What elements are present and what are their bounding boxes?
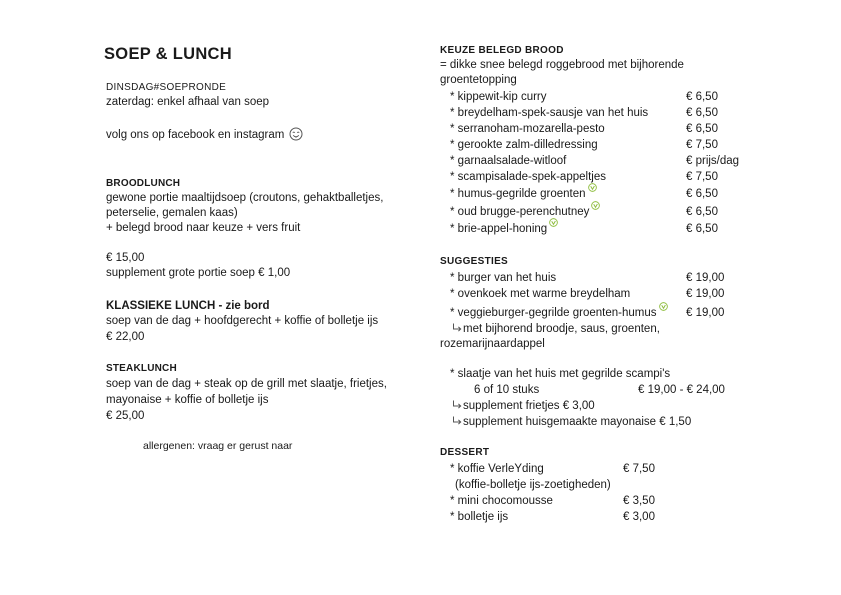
menu-item [440, 220, 770, 238]
section-heading: DESSERT [440, 447, 490, 458]
menu-item [440, 105, 770, 121]
description-line: soep van de dag + hoofdgerecht + koffie of bolletje ijs [106, 315, 379, 327]
veggie-icon [591, 201, 600, 210]
social-line [106, 127, 303, 143]
steaklunch-section [106, 361, 387, 424]
sub-item-line [440, 398, 770, 414]
description-line: groentetopping [440, 74, 517, 86]
item-price: € 6,50 [686, 223, 718, 235]
arrow-icon [452, 323, 462, 333]
item-price: € 6,50 [686, 122, 718, 135]
item-name: * brie-appel-honing [450, 223, 548, 235]
item-price: € 7,50 [686, 138, 718, 151]
veggie-icon [588, 183, 597, 192]
item-price: € 19,00 [686, 272, 725, 284]
arrow-icon [452, 400, 462, 410]
item-name: * oud brugge-perenchutney [450, 205, 590, 218]
item-name: * bolletje ijs [450, 511, 509, 523]
section-heading: KLASSIEKE LUNCH - zie bord [106, 300, 270, 312]
broodlunch-section [106, 176, 383, 281]
veggie-icon [659, 302, 668, 311]
suggesties-section [440, 254, 770, 352]
veggie-icon [549, 218, 558, 227]
description-line: peterselie, gemalen kaas) [106, 206, 238, 219]
social-text: volg ons op facebook en instagram [106, 129, 285, 141]
item-price: € 19,00 [686, 288, 725, 300]
menu-item [440, 493, 770, 509]
sub-item-line [440, 321, 770, 337]
item-note [440, 477, 770, 493]
section-heading: STEAKLUNCH [106, 362, 177, 374]
allergens-note: allergenen: vraag er gerust naar [143, 439, 293, 452]
item-name: * burger van het huis [450, 272, 557, 284]
belegd-brood-section [440, 43, 770, 238]
section-heading: SUGGESTIES [440, 256, 509, 267]
item-name: * humus-gegrilde groenten [450, 188, 586, 200]
menu-item [440, 366, 770, 382]
intro-note: zaterdag: enkel afhaal van soep [106, 96, 270, 108]
item-name: * mini chocomousse [450, 495, 553, 507]
portions-text: 6 of 10 stuks [474, 384, 540, 396]
arrow-icon [452, 416, 462, 426]
intro-block [106, 80, 269, 110]
menu-item [440, 202, 770, 220]
supplement-line: supplement grote portie soep € 1,00 [106, 266, 291, 279]
item-price: € 6,50 [686, 188, 718, 200]
item-price: € 19,00 [686, 307, 725, 319]
item-price: € 19,00 - € 24,00 [638, 384, 725, 396]
section-price: € 15,00 [106, 251, 145, 264]
item-price: € 6,50 [686, 106, 718, 119]
menu-item [440, 270, 770, 286]
sub-item-line [440, 414, 770, 430]
menu-item [440, 89, 770, 105]
sides-text: met bijhorend broodje, saus, groenten, [463, 323, 660, 335]
menu-item [440, 286, 770, 303]
item-name: * serranoham-mozarella-pesto [450, 122, 605, 135]
item-name: * ovenkoek met warme breydelham [450, 288, 631, 300]
section-heading: BROODLUNCH [106, 177, 181, 189]
item-name: * gerookte zalm-dilledressing [450, 138, 598, 151]
portions-line [440, 382, 770, 398]
description-line: gewone portie maaltijdsoep (croutons, gehaktballetjes, [106, 191, 384, 204]
dessert-section [440, 445, 770, 525]
intro-tagline: DINSDAG#SOEPRONDE [106, 82, 227, 93]
item-name: * scampisalade-spek-appeltjes [450, 170, 606, 183]
item-price: € 7,50 [623, 463, 655, 475]
item-price: € prijs/dag [686, 154, 740, 167]
menu-item [440, 509, 770, 525]
menu-item [440, 121, 770, 137]
scampi-item [440, 366, 770, 430]
item-name: * breydelham-spek-sausje van het huis [450, 106, 649, 119]
section-heading: KEUZE BELEGD BROOD [440, 44, 564, 56]
description-line: + belegd brood naar keuze + vers fruit [106, 221, 301, 234]
menu-item [440, 153, 770, 169]
item-name: * veggieburger-gegrilde groenten-humus [450, 307, 657, 319]
item-name: * garnaalsalade-witloof [450, 154, 567, 167]
note-text: (koffie-bolletje ijs-zoetigheden) [455, 479, 611, 491]
description-line: = dikke snee belegd roggebrood met bijhorende [440, 58, 684, 71]
menu-item [440, 169, 770, 185]
item-price: € 6,50 [686, 205, 718, 218]
item-price: € 7,50 [686, 170, 718, 183]
item-price: € 3,00 [623, 511, 655, 523]
page-title: SOEP & LUNCH [104, 45, 232, 63]
section-price: € 22,00 [106, 330, 145, 343]
klassieke-lunch-section [106, 298, 378, 345]
section-price: € 25,00 [106, 409, 145, 422]
item-name: * kippewit-kip curry [450, 90, 547, 103]
smiley-icon [289, 127, 303, 141]
menu-item [440, 185, 770, 203]
supplement-text: supplement frietjes € 3,00 [463, 400, 595, 412]
menu-item [440, 461, 770, 477]
sides-text-continued: rozemarijnaardappel [440, 338, 545, 350]
menu-item [440, 303, 770, 321]
menu-item [440, 137, 770, 153]
item-price: € 6,50 [686, 90, 718, 103]
item-name: * koffie VerleYding [450, 463, 544, 475]
item-price: € 3,50 [623, 495, 655, 507]
description-line: mayonaise + koffie of bolletje ijs [106, 393, 269, 406]
description-line: soep van de dag + steak op de grill met slaatje, frietjes, [106, 377, 387, 390]
spacer [106, 236, 383, 251]
supplement-text: supplement huisgemaakte mayonaise € 1,50 [463, 416, 692, 428]
item-name: * slaatje van het huis met gegrilde scampi's [450, 368, 671, 380]
